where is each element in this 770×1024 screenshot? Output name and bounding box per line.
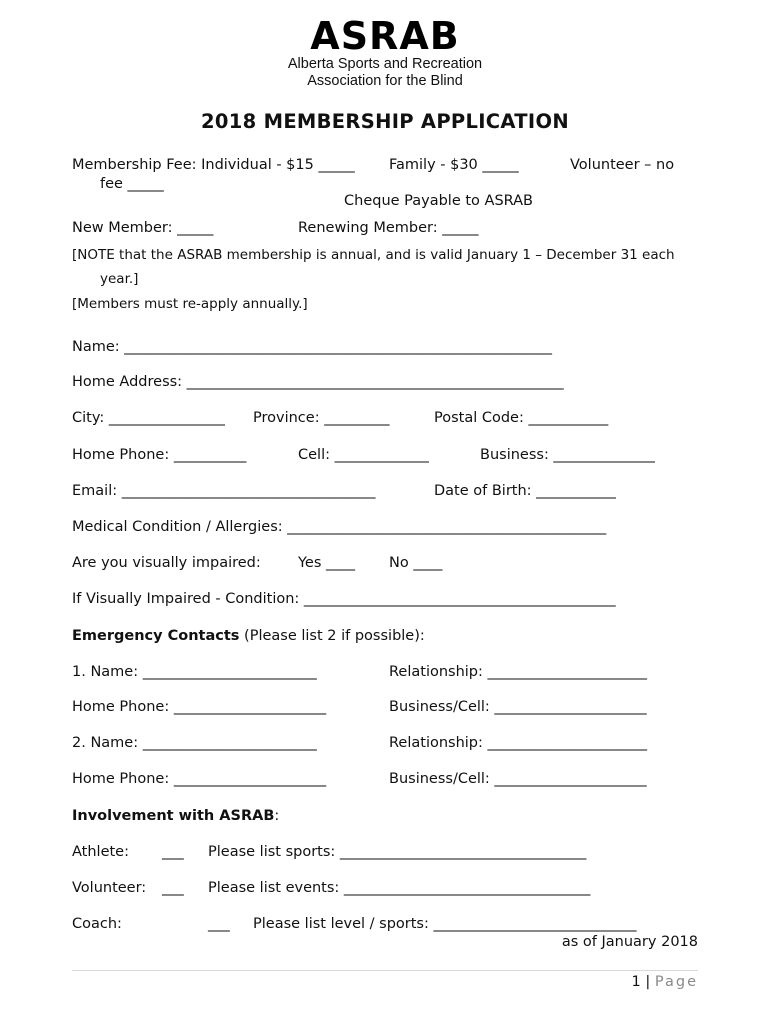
cell-field[interactable]: Cell: _____________ [298,447,429,463]
email-field[interactable]: Email: ___________________________________ [72,483,376,499]
contact2-relationship[interactable]: Relationship: ______________________ [389,735,648,751]
athlete-label: Athlete: [72,844,129,860]
emergency-heading-note: (Please list 2 if possible): [239,628,425,644]
involvement-heading-suffix: : [274,808,280,824]
visually-impaired-question: Are you visually impaired: [72,555,261,571]
involvement-heading [72,808,279,824]
logo-text: ASRAB [310,14,460,58]
volunteer-blank[interactable]: ___ [162,880,184,896]
postal-code-field[interactable]: Postal Code: ___________ [434,410,609,426]
page-word: Page [654,974,698,990]
contact1-business-cell[interactable]: Business/Cell: _____________________ [389,699,647,715]
page-num: 1 [631,974,641,990]
note-annual-cont: year.] [100,271,139,287]
date-of-birth-field[interactable]: Date of Birth: ___________ [434,483,616,499]
name-field[interactable]: Name: ___________________________________________________________ [72,339,553,355]
contact1-relationship[interactable]: Relationship: ______________________ [389,664,648,680]
page-title: 2018 MEMBERSHIP APPLICATION [201,110,569,133]
fee-volunteer-cont: fee _____ [100,176,164,192]
volunteer-label: Volunteer: [72,880,147,896]
renewing-member: Renewing Member: _____ [298,220,479,236]
emergency-heading [72,628,425,644]
contact1-home-phone[interactable]: Home Phone: _____________________ [72,699,327,715]
footer-divider [72,970,698,971]
fee-volunteer: Volunteer – no [570,157,675,173]
note-annual: [NOTE that the ASRAB membership is annual, and is valid January 1 – December 31 each [72,247,675,263]
page-sep: | [640,974,655,990]
volunteer-events-field[interactable]: Please list events: __________________________________ [208,880,591,896]
vi-condition-field[interactable]: If Visually Impaired - Condition: ___________________________________________ [72,591,616,607]
province-field[interactable]: Province: _________ [253,410,390,426]
contact2-name[interactable]: 2. Name: ________________________ [72,735,317,751]
city-field[interactable]: City: ________________ [72,410,225,426]
revision-date: as of January 2018 [561,934,698,950]
home-phone-field[interactable]: Home Phone: __________ [72,447,247,463]
address-field[interactable]: Home Address: ____________________________________________________ [72,374,564,390]
page-number [632,974,698,990]
new-member: New Member: _____ [72,220,214,236]
athlete-blank[interactable]: ___ [162,844,184,860]
coach-label: Coach: [72,916,122,932]
involvement-heading-text: Involvement with ASRAB [72,808,275,824]
athlete-sports-field[interactable]: Please list sports: __________________________________ [208,844,587,860]
visually-impaired-no[interactable]: No ____ [389,555,443,571]
business-phone-field[interactable]: Business: ______________ [480,447,655,463]
fee-family: Family - $30 _____ [389,157,519,173]
org-name-line1: Alberta Sports and Recreation [287,56,483,72]
cheque-note: Cheque Payable to ASRAB [344,193,534,209]
contact2-business-cell[interactable]: Business/Cell: _____________________ [389,771,647,787]
coach-blank[interactable]: ___ [208,916,230,932]
contact2-home-phone[interactable]: Home Phone: _____________________ [72,771,327,787]
coach-level-field[interactable]: Please list level / sports: ____________________________ [253,916,637,932]
note-reapply: [Members must re-apply annually.] [72,296,308,312]
emergency-heading-text: Emergency Contacts [72,628,240,644]
org-name-line2: Association for the Blind [307,73,463,89]
fee-individual: Membership Fee: Individual - $15 _____ [72,157,355,173]
medical-field[interactable]: Medical Condition / Allergies: ____________________________________________ [72,519,607,535]
contact1-name[interactable]: 1. Name: ________________________ [72,664,317,680]
visually-impaired-yes[interactable]: Yes ____ [298,555,356,571]
asrab-logo [0,16,770,56]
